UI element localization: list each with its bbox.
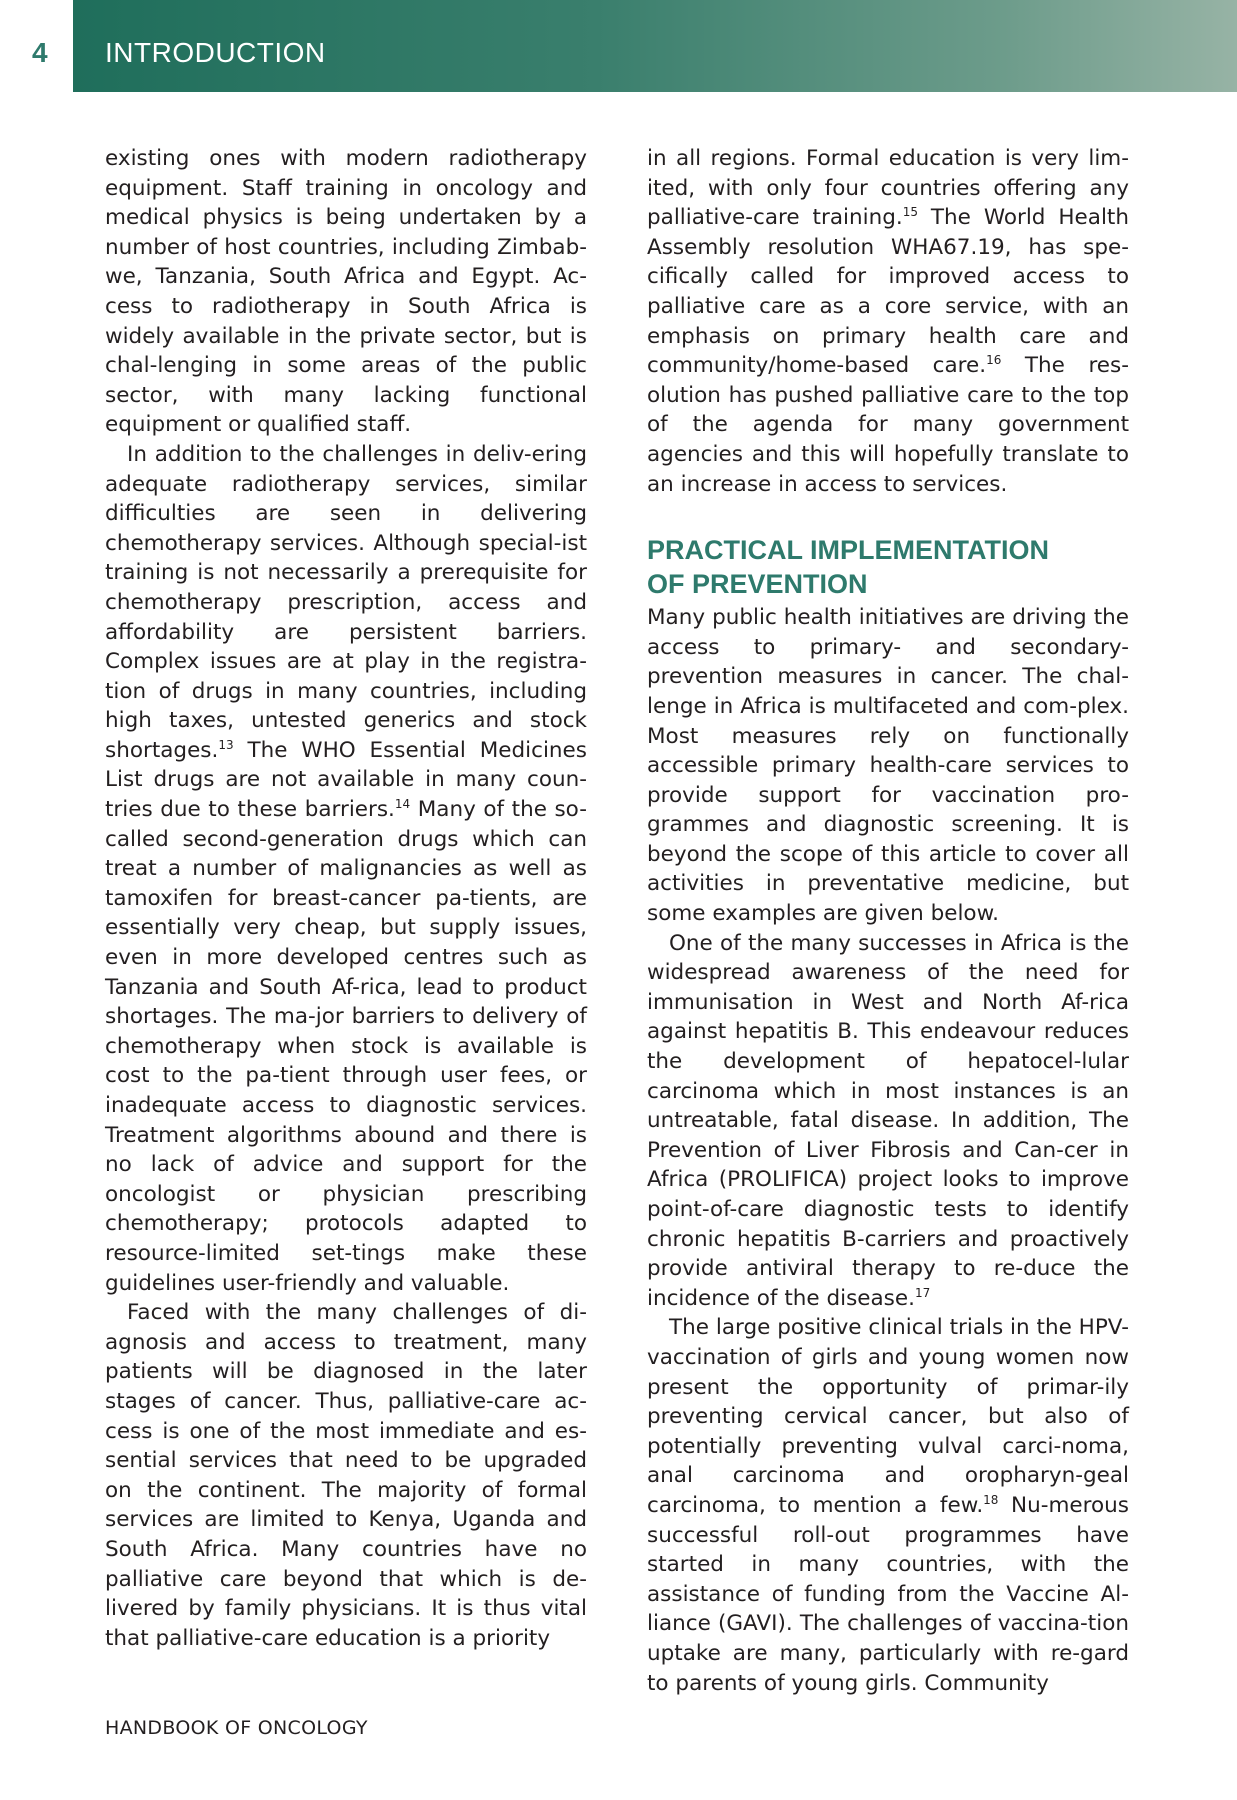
section-heading-prevention bbox=[647, 533, 1129, 601]
right-paragraph-4-part-b: Nu-merous successful roll-out programmes have started in many countries, with the assistance of funding from the Vaccine Al-liance (GAVI). The challenges of vaccina-tion uptake are many, particularly with re-gard to parents of young girls. Community bbox=[647, 1492, 1129, 1696]
reference-15: 15 bbox=[902, 205, 918, 220]
right-column bbox=[647, 144, 1129, 1698]
left-paragraph-2-part-a: In addition to the challenges in deliv-ering adequate radiotherapy services, similar difficulties are seen in delivering chemotherapy services. Although special-ist training is not necessarily a prerequisite for chemotherapy prescription, access and affordability are persistent barriers. Complex issues are at play in the registra-tion of drugs in many countries, including high taxes, untested generics and stock shortages. bbox=[105, 441, 587, 763]
right-paragraph-1-part-a: in all regions. Formal education is very lim-ited, with only four countries offering any palliative-care training. bbox=[647, 146, 1129, 231]
left-column bbox=[105, 144, 587, 1653]
right-paragraph-2: Many public health initiatives are driving the access to primary- and secondary-prevention measures in cancer. The chal-lenge in Africa is multifaceted and com-plex. Most measures rely on functionally accessible primary health-care services to provide support for vaccination pro-grammes and diagnostic screening. It is beyond the scope of this article to cover all activities in preventative medicine, but some examples are given below. bbox=[647, 605, 1129, 927]
footer-book-title: HANDBOOK OF ONCOLOGY bbox=[105, 1717, 368, 1739]
left-paragraph-1: existing ones with modern radiotherapy equipment. Staff training in oncology and medical physics is being undertaken by a number of host countries, including Zimbab-we, Tanzania, South Africa and Egypt. Ac-cess to radiotherapy in South Africa is widely available in the private sector, but is chal-lenging in some areas of the public sector, with many lacking functional equipment or qualified staff. bbox=[105, 146, 587, 438]
left-paragraph-2 bbox=[105, 440, 587, 1298]
section-heading-line-1: PRACTICAL IMPLEMENTATION bbox=[647, 535, 1049, 566]
right-paragraph-1-part-c: The res-olution has pushed palliative care to the top of the agenda for many government agencies and this will hopefully translate to an increase in access to services. bbox=[647, 353, 1129, 497]
right-paragraph-1-part-b: The World Health Assembly resolution WHA67.19, has spe-cifically called for improved access to palliative care as a core service, with an emphasis on primary health care and community/home-based care. bbox=[647, 205, 1129, 379]
reference-18: 18 bbox=[983, 1492, 999, 1507]
left-paragraph-2-part-c: Many of the so-called second-generation drugs which can treat a number of malignancies as well as tamoxifen for breast-cancer pa-tients, are essentially very cheap, but supply issues, even in more developed centres such as Tanzania and South Af-rica, lead to product shortages. The ma-jor barriers to delivery of chemotherapy when stock is available is cost to the pa-tient through user fees, or inadequate access to diagnostic services. Treatment algorithms abound and there is no lack of advice and support for the oncologist or physician prescribing chemotherapy; protocols adapted to resource-limited set-tings make these guidelines user-friendly and valuable. bbox=[105, 797, 587, 1296]
left-paragraph-3: Faced with the many challenges of di-agnosis and access to treatment, many patients will be diagnosed in the later stages of cancer. Thus, palliative-care ac-cess is one of the most immediate and es-sential services that need to be upgraded on the continent. The majority of formal services are limited to Kenya, Uganda and South Africa. Many countries have no palliative care beyond that which is de-livered by family physicians. It is thus vital that palliative-care education is a priority bbox=[105, 1300, 587, 1651]
reference-13: 13 bbox=[218, 737, 234, 752]
right-paragraph-3-text: One of the many successes in Africa is the widespread awareness of the need for immunisation in West and North Af-rica against hepatitis B. This endeavour reduces the development of hepatocel-lular carcinoma which in most instances is an untreatable, fatal disease. In addition, The Prevention of Liver Fibrosis and Can-cer in Africa (PROLIFICA) project looks to improve point-of-care diagnostic tests to identify chronic hepatitis B-carriers and proactively provide antiviral therapy to re-duce the incidence of the disease. bbox=[647, 930, 1129, 1311]
header-band bbox=[73, 0, 1237, 92]
right-paragraph-4-part-a: The large positive clinical trials in the HPV-vaccination of girls and young women now present the opportunity of primar-ily preventing cervical cancer, but also of potentially preventing vulval carci-noma, anal carcinoma and oropharyn-geal carcinoma, to mention a few. bbox=[647, 1315, 1129, 1518]
right-paragraph-1 bbox=[647, 144, 1129, 499]
reference-17: 17 bbox=[914, 1285, 931, 1300]
reference-16: 16 bbox=[986, 353, 1002, 368]
section-title: INTRODUCTION bbox=[105, 37, 326, 68]
reference-14: 14 bbox=[394, 797, 411, 812]
section-heading-line-2: OF PREVENTION bbox=[647, 569, 868, 600]
right-paragraph-3 bbox=[647, 929, 1129, 1314]
left-paragraph-2-part-b: The WHO Essential Medicines List drugs are not available in many coun-tries due to these barriers. bbox=[105, 737, 587, 823]
page-number: 4 bbox=[32, 37, 48, 68]
right-paragraph-4 bbox=[647, 1313, 1129, 1698]
